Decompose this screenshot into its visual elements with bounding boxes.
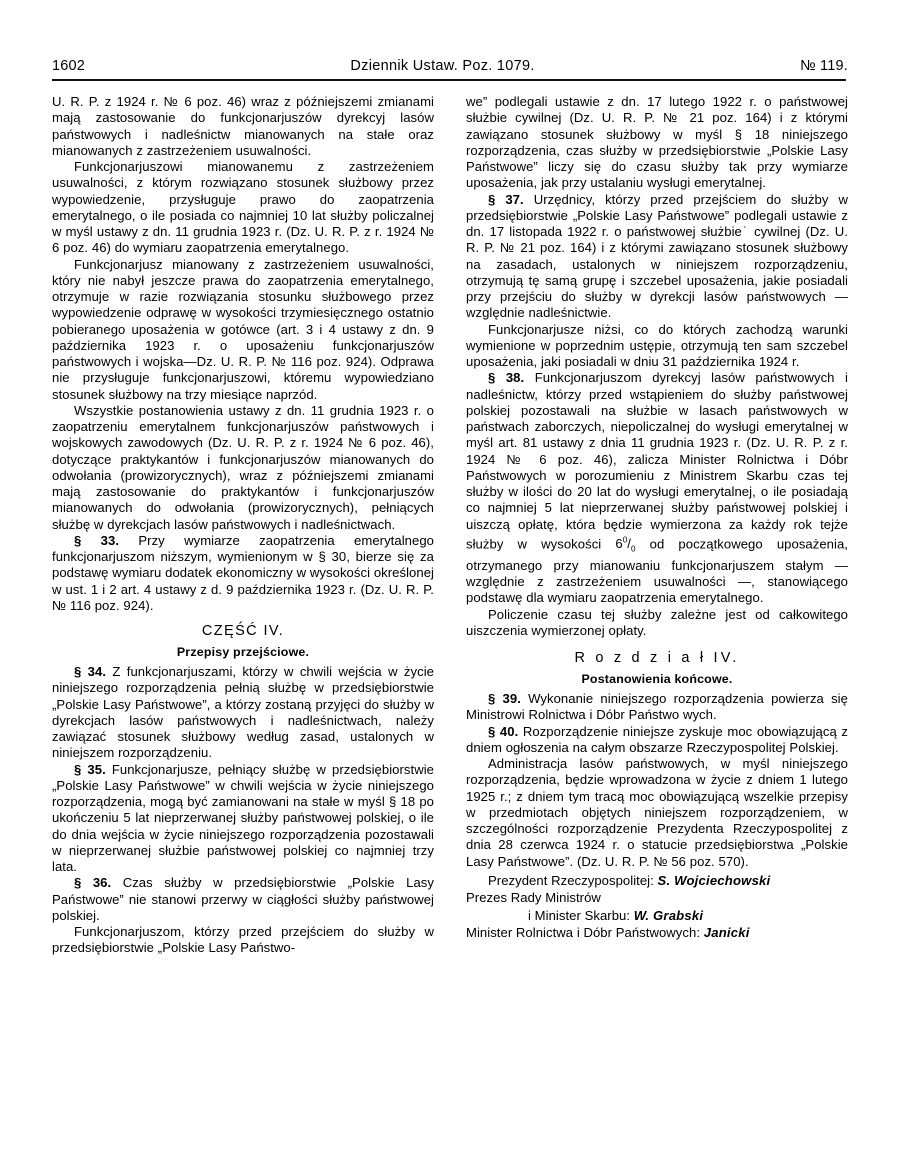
signature-president xyxy=(466,872,848,890)
running-head xyxy=(52,52,848,74)
signature-treasury xyxy=(466,907,848,925)
signature-agriculture-label: Minister Rolnictwa i Dóbr Państwowych: xyxy=(466,925,701,941)
section-39-text: Wykonanie niniejszego rozporządzenia powierza się Ministrowi Rolnictwa i Dóbr Państwo wych. xyxy=(466,691,848,723)
section-33-number: § 33. xyxy=(74,532,120,548)
signature-treasury-name: W. Grabski xyxy=(633,907,704,923)
section-34-number: § 34. xyxy=(74,664,107,679)
section-38-text-after-percent: od początkowego uposażenia, otrzymanego przy mianowaniu funkcjonarjuszem stałym — względnie z zastrzeżeniem usuwalności —, stanowiącego podstawę dla wymiaru zaopatrzenia emerytalnego. xyxy=(466,536,848,606)
para-administracja-lasow: Administracja lasów państwowych, w myśl niniejszego rozporządzenia, będzie wprowadzona w życie z dniem 1 lutego 1925 r.; z dniem tym tracą moc obowiązującą wszelkie przepisy w przedmiotach objętych niniejszem rozporządzeniem, w szczególności rozporządzenie Prezydenta Rzeczypospolitej z dnia 28 czerwca 1924 r. o statucie przedsiębiorstwa „Polskie Lasy Państwowe”. (Dz. U. R. P. № 56 poz. 570). xyxy=(466,756,848,869)
issue-number: № 119. xyxy=(800,58,848,74)
signature-agriculture-name: Janicki xyxy=(703,925,750,941)
para-continuation-top: U. R. P. z 1924 r. № 6 poz. 46) wraz z późniejszemi zmianami mają zastosowanie do funkcjonarjuszów dyrekcyj lasów państwowych i nadleśnictw mianowanych na stałe oraz mianowanych z zastrzeżeniem usuwalności. xyxy=(52,94,434,158)
section-38-text-before-percent: Funkcjonarjuszom dyrekcyj lasów państwowych i nadleśnictw, którzy przed wstąpieniem do służby państwowej polskiej pozostawali na służbie w lasach państwowych w państwach zaborczych, niepoliczalnej do wysługi emerytalnej w myśl art. 81 ustawy z dnia 11 grudnia 1923 r. (Dz. U. R. P. z r. 1924 № 6 poz. 46), zalicza Minister Rolnictwa i Dóbr Państwowych w porozumieniu z Ministrem Skarbu czas tej służby w ilości do 20 lat do wysługi emerytalnej, o ile posiadają co najmniej 5 lat nieprzerwanej służby państwowej polskiej i uiszczą opłatę, która będzie wymierzona za każdy rok tejże służby w wysokości xyxy=(466,370,848,552)
percentage-value: $6^0/_0$ xyxy=(615,535,636,554)
section-35-text: Funkcjonarjusze, pełniący służbę w przedsiębiorstwie „Polskie Lasy Państwowe” w chwili wejścia w życie niniejszego rozporządzenia, mogą być zamianowani na stałe w myśl § 18 po ukończeniu 5 lat nieprzerwanej służby państwowej polskiej, o ile do dnia wejścia w życie niniejszego rozporządzenia pozostawali w nieprzerwanej służbie państwowej polskiej co najmniej trzy lata. xyxy=(52,761,434,874)
section-39-number: § 39. xyxy=(488,691,521,707)
section-34-text: Z funkcjonarjuszami, którzy w chwili wejścia w życie niniejszego rozporządzenia pełnią służbę w przedsiębiorstwie „Polskie Lasy Państwowe”, a którzy zostaną przyjęci do służby w dyrekcjach lasów państwowych i nadleśnictwach, należy zawiązać stosunek służbowy według zasad, ustalonych w niniejszem rozporządzeniu. xyxy=(52,664,434,761)
section-38-number: § 38. xyxy=(488,370,525,386)
signature-president-name: S. Wojciechowski xyxy=(657,872,771,888)
section-36 xyxy=(52,875,434,924)
text-columns xyxy=(52,94,848,1124)
section-37 xyxy=(466,192,848,322)
chapter-subheading: Postanowienia końcowe. xyxy=(581,672,733,687)
left-column xyxy=(52,94,434,1124)
section-38 xyxy=(466,370,848,606)
section-36-text: Czas służby w przedsiębiorstwie „Polskie Lasy Państwowe” nie stanowi przerwy w ciągłości służby państwowej polskiej. xyxy=(52,875,434,923)
section-33-text: Przy wymiarze zaopatrzenia emerytalnego funkcjonarjuszom niższym, wymienionym w § 30, bierze się za podstawę wymiaru dodatek ekonomiczny w wysokości określonej w ust. 1 i 2 art. 4 ustawy z d. 9 października 1923 r. (Dz. U. R. P. № 116 poz. 924). xyxy=(52,532,434,613)
section-40-text: Rozporządzenie niniejsze zyskuje moc obowiązującą z dniem ogłoszenia na całym obszarze Rzeczypospolitej Polskiej. xyxy=(466,723,848,755)
signature-agriculture xyxy=(466,924,848,942)
section-35 xyxy=(52,762,434,876)
chapter-heading: R o z d z i a ł IV. xyxy=(574,650,740,667)
header-rule xyxy=(52,79,846,81)
section-34 xyxy=(52,664,434,762)
section-33 xyxy=(52,533,434,614)
part-heading: CZĘŚĆ IV. xyxy=(201,623,285,639)
para-continuation-top-right: we” podlegali ustawie z dn. 17 lutego 1922 r. o państwowej służbie cywilnej (Dz. U. R. P. № 21 poz. 164) i z którymi zawiązano stosunek służbowy w myśl § 18 niniejszego rozporządzenia, czas służby w przedsiębiorstwie „Polskie Lasy Państwowe” liczy się do czasu służby tak przy wymiarze uposażenia, jak przy ustalaniu wysługi emerytalnej. xyxy=(466,94,848,191)
section-40-number: § 40. xyxy=(488,723,519,739)
section-35-number: § 35. xyxy=(74,761,106,777)
right-column xyxy=(466,94,848,1124)
section-37-text: Urzędnicy, którzy przed przejściem do służby w przedsiębiorstwie „Polskie Lasy Państwowe” podlegali ustawie z dn. 17 listopada 1922 r. o państwowej służbie˙ cywilnej (Dz. U. R. P. № 21 poz. 164) i z którymi zawiązano stosunek służbowy na zasadach, ustalonych w niniejszem rozporządzeniu, otrzymują tę samą grupę i szczebel uposażenia, jakie posiadali przy przejściu do służby w dyrekcji lasów państwowych — względnie nadleśnictwie. xyxy=(466,191,848,321)
signature-block xyxy=(466,872,848,942)
signature-treasury-label: i Minister Skarbu: xyxy=(528,907,631,923)
para-funkcjonarjusz-mianowany: Funkcjonarjusz mianowany z zastrzeżeniem usuwalności, który nie nabył jeszcze prawa do zaopatrzenia emerytalnego, otrzymuje w razie rozwiązania stosunku służbowego przez wypowiedzenie odprawę w wysokości trzymiesięcznego ostatnio pobieranego uposażenia w gotówce (art. 3 i 4 ustawy z dn. 9 października 1923 r. o uposażeniu funkcjonarjuszów państwowych i wojska—Dz. U. R. P. № 116 poz. 924). Odprawa nie przysługuje funkcjonarjuszowi, któremu wypowiedziano stosunek służbowy na trzy miesiące naprzód. xyxy=(52,256,434,402)
section-40 xyxy=(466,724,848,757)
para-wszystkie-postanowienia: Wszystkie postanowienia ustawy z dn. 11 grudnia 1923 r. o zaopatrzeniu emerytalnem funkcjonarjuszów państwowych i wojskowych zawodowych (Dz. U. R. P. z r. 1924 № 6 poz. 46), dotyczące praktykantów i funkcjonarjuszów mianowanych do odwołania (prowizorycznych), wraz z późniejszemi zmianami mają zastosowanie do praktykantów i funkcjonarjuszów mianowanych do odwołania (prowizorycznych), pełniących służbę w dyrekcjach lasów państwowych i nadleśnictwach. xyxy=(52,402,434,532)
part-subheading: Przepisy przejściowe. xyxy=(176,645,310,659)
page-number: 1602 xyxy=(52,58,86,74)
section-39 xyxy=(466,691,848,724)
para-funkcjonarjuszowi: Funkcjonarjuszowi mianowanemu z zastrzeżeniem usuwalności, z którym rozwiązano stosunek służbowy przez wypowiedzenie, przysługuje prawo do zaopatrzenia emerytalnego, o ile posiada co najmniej 10 lat służby policzalnej w myśl ustawy z dn. 11 grudnia 1923 r. (Dz. U. R. P. z r. 1924 № 6 poz. 46) do wymiaru zaopatrzenia emerytalnego. xyxy=(52,159,434,256)
journal-title: Dziennik Ustaw. Poz. 1079. xyxy=(350,58,535,74)
section-37-number: § 37. xyxy=(488,191,524,207)
para-policzenie-czasu: Policzenie czasu tej służby zależne jest od całkowitego uiszczenia wymierzonej opłaty. xyxy=(466,606,848,638)
para-carryover-to-right-column: Funkcjonarjuszom, którzy przed przejściem do służby w przedsiębiorstwie „Polskie Lasy Państwo- xyxy=(52,924,434,956)
para-funkcjonarjusze-nizsi: Funkcjonarjusze niżsi, co do których zachodzą warunki wymienione w poprzednim ustępie, otrzymują ten sam szczebel uposażenia, jaki posiadali w dniu 31 października 1924 r. xyxy=(466,321,848,369)
signature-premier-label: Prezes Rady Ministrów xyxy=(466,890,601,906)
signature-president-label: Prezydent Rzeczypospolitej: xyxy=(488,872,654,888)
section-36-number: § 36. xyxy=(74,875,112,891)
